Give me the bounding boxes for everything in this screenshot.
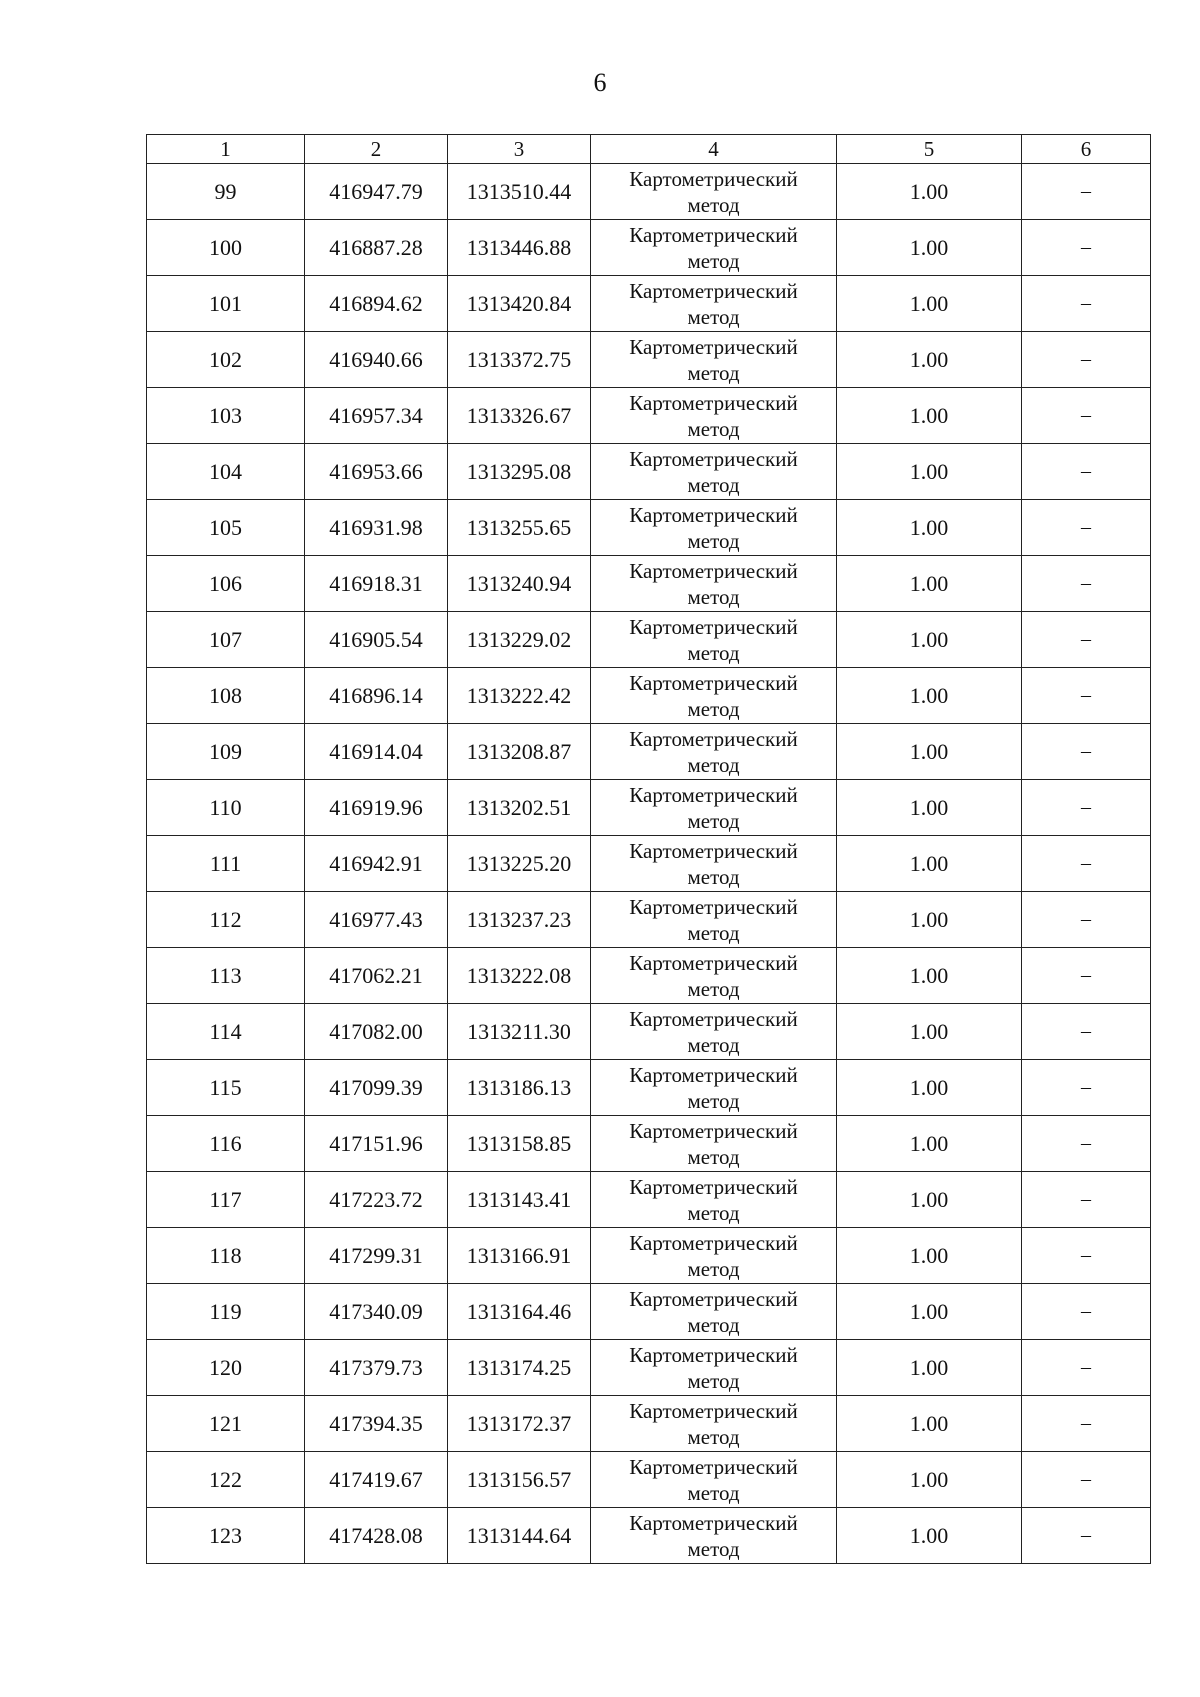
method-line-2: метод — [687, 808, 740, 833]
accuracy-cell: 1.00 — [837, 948, 1022, 1004]
point-number-cell: 119 — [147, 1284, 305, 1340]
column-header-1: 1 — [147, 135, 305, 164]
description-cell: – — [1022, 836, 1151, 892]
y-coordinate-cell: 1313186.13 — [448, 1060, 591, 1116]
x-coordinate-cell: 416977.43 — [305, 892, 448, 948]
table-row — [147, 1284, 1151, 1340]
method-line-2: метод — [687, 528, 740, 553]
accuracy-cell: 1.00 — [837, 332, 1022, 388]
accuracy-cell: 1.00 — [837, 836, 1022, 892]
method-line-1: Картометрический — [629, 558, 798, 583]
method-cell — [591, 948, 837, 1004]
page-number: 6 — [593, 68, 607, 97]
y-coordinate-cell: 1313172.37 — [448, 1396, 591, 1452]
accuracy-cell: 1.00 — [837, 444, 1022, 500]
accuracy-cell: 1.00 — [837, 1340, 1022, 1396]
description-cell: – — [1022, 1060, 1151, 1116]
table-row — [147, 220, 1151, 276]
method-line-2: метод — [687, 416, 740, 441]
x-coordinate-cell: 417428.08 — [305, 1508, 448, 1564]
table-row — [147, 948, 1151, 1004]
point-number-cell: 121 — [147, 1396, 305, 1452]
description-cell: – — [1022, 892, 1151, 948]
y-coordinate-cell: 1313222.08 — [448, 948, 591, 1004]
accuracy-cell: 1.00 — [837, 1116, 1022, 1172]
method-line-1: Картометрический — [629, 334, 798, 359]
method-line-1: Картометрический — [629, 1286, 798, 1311]
y-coordinate-cell: 1313510.44 — [448, 164, 591, 220]
table-row — [147, 1396, 1151, 1452]
accuracy-cell: 1.00 — [837, 1004, 1022, 1060]
point-number-cell: 101 — [147, 276, 305, 332]
x-coordinate-cell: 416953.66 — [305, 444, 448, 500]
column-header-3: 3 — [448, 135, 591, 164]
table-row — [147, 332, 1151, 388]
method-cell — [591, 668, 837, 724]
description-cell: – — [1022, 948, 1151, 1004]
point-number-cell: 99 — [147, 164, 305, 220]
y-coordinate-cell: 1313229.02 — [448, 612, 591, 668]
method-line-2: метод — [687, 1312, 740, 1337]
point-number-cell: 102 — [147, 332, 305, 388]
table-row — [147, 388, 1151, 444]
method-cell — [591, 444, 837, 500]
method-line-1: Картометрический — [629, 1398, 798, 1423]
point-number-cell: 110 — [147, 780, 305, 836]
y-coordinate-cell: 1313144.64 — [448, 1508, 591, 1564]
method-line-1: Картометрический — [629, 614, 798, 639]
table-row — [147, 612, 1151, 668]
description-cell: – — [1022, 276, 1151, 332]
x-coordinate-cell: 416905.54 — [305, 612, 448, 668]
x-coordinate-cell: 416887.28 — [305, 220, 448, 276]
method-line-1: Картометрический — [629, 1230, 798, 1255]
description-cell: – — [1022, 724, 1151, 780]
x-coordinate-cell: 417223.72 — [305, 1172, 448, 1228]
method-line-2: метод — [687, 304, 740, 329]
description-cell: – — [1022, 1340, 1151, 1396]
method-line-2: метод — [687, 472, 740, 497]
method-line-1: Картометрический — [629, 1006, 798, 1031]
method-line-2: метод — [687, 752, 740, 777]
description-cell: – — [1022, 1452, 1151, 1508]
column-header-4: 4 — [591, 135, 837, 164]
point-number-cell: 115 — [147, 1060, 305, 1116]
description-cell: – — [1022, 1396, 1151, 1452]
description-cell: – — [1022, 1172, 1151, 1228]
description-cell: – — [1022, 332, 1151, 388]
y-coordinate-cell: 1313222.42 — [448, 668, 591, 724]
method-cell — [591, 836, 837, 892]
accuracy-cell: 1.00 — [837, 388, 1022, 444]
accuracy-cell: 1.00 — [837, 220, 1022, 276]
accuracy-cell: 1.00 — [837, 892, 1022, 948]
table-row — [147, 1452, 1151, 1508]
description-cell: – — [1022, 1228, 1151, 1284]
x-coordinate-cell: 416914.04 — [305, 724, 448, 780]
accuracy-cell: 1.00 — [837, 1284, 1022, 1340]
method-cell — [591, 1004, 837, 1060]
table-row — [147, 276, 1151, 332]
accuracy-cell: 1.00 — [837, 1228, 1022, 1284]
method-line-1: Картометрический — [629, 390, 798, 415]
y-coordinate-cell: 1313225.20 — [448, 836, 591, 892]
method-cell — [591, 276, 837, 332]
method-line-2: метод — [687, 640, 740, 665]
description-cell: – — [1022, 1004, 1151, 1060]
table-row — [147, 1228, 1151, 1284]
y-coordinate-cell: 1313372.75 — [448, 332, 591, 388]
description-cell: – — [1022, 1508, 1151, 1564]
x-coordinate-cell: 416894.62 — [305, 276, 448, 332]
table-row — [147, 1340, 1151, 1396]
accuracy-cell: 1.00 — [837, 668, 1022, 724]
point-number-cell: 107 — [147, 612, 305, 668]
accuracy-cell: 1.00 — [837, 500, 1022, 556]
method-cell — [591, 164, 837, 220]
accuracy-cell: 1.00 — [837, 164, 1022, 220]
method-cell — [591, 1508, 837, 1564]
method-cell — [591, 1228, 837, 1284]
x-coordinate-cell: 416931.98 — [305, 500, 448, 556]
description-cell: – — [1022, 1284, 1151, 1340]
method-cell — [591, 556, 837, 612]
y-coordinate-cell: 1313237.23 — [448, 892, 591, 948]
x-coordinate-cell: 416896.14 — [305, 668, 448, 724]
method-line-1: Картометрический — [629, 1510, 798, 1535]
table-row — [147, 1004, 1151, 1060]
description-cell: – — [1022, 220, 1151, 276]
method-line-1: Картометрический — [629, 446, 798, 471]
method-cell — [591, 1396, 837, 1452]
point-number-cell: 123 — [147, 1508, 305, 1564]
point-number-cell: 108 — [147, 668, 305, 724]
method-line-2: метод — [687, 1032, 740, 1057]
y-coordinate-cell: 1313143.41 — [448, 1172, 591, 1228]
method-line-2: метод — [687, 360, 740, 385]
method-line-1: Картометрический — [629, 1342, 798, 1367]
y-coordinate-cell: 1313295.08 — [448, 444, 591, 500]
table-body — [147, 164, 1151, 1564]
description-cell: – — [1022, 444, 1151, 500]
method-line-2: метод — [687, 192, 740, 217]
y-coordinate-cell: 1313446.88 — [448, 220, 591, 276]
point-number-cell: 112 — [147, 892, 305, 948]
method-line-1: Картометрический — [629, 726, 798, 751]
y-coordinate-cell: 1313158.85 — [448, 1116, 591, 1172]
accuracy-cell: 1.00 — [837, 724, 1022, 780]
x-coordinate-cell: 417419.67 — [305, 1452, 448, 1508]
method-cell — [591, 220, 837, 276]
y-coordinate-cell: 1313255.65 — [448, 500, 591, 556]
header-row — [147, 135, 1151, 164]
method-line-2: метод — [687, 920, 740, 945]
method-line-2: метод — [687, 1256, 740, 1281]
table-row — [147, 780, 1151, 836]
x-coordinate-cell: 416947.79 — [305, 164, 448, 220]
method-cell — [591, 1452, 837, 1508]
method-line-2: метод — [687, 1088, 740, 1113]
method-line-2: метод — [687, 976, 740, 1001]
method-line-1: Картометрический — [629, 670, 798, 695]
x-coordinate-cell: 416940.66 — [305, 332, 448, 388]
method-line-2: метод — [687, 696, 740, 721]
x-coordinate-cell: 417099.39 — [305, 1060, 448, 1116]
point-number-cell: 114 — [147, 1004, 305, 1060]
accuracy-cell: 1.00 — [837, 1396, 1022, 1452]
x-coordinate-cell: 417299.31 — [305, 1228, 448, 1284]
point-number-cell: 103 — [147, 388, 305, 444]
method-line-2: метод — [687, 1144, 740, 1169]
point-number-cell: 113 — [147, 948, 305, 1004]
method-line-2: метод — [687, 1480, 740, 1505]
accuracy-cell: 1.00 — [837, 1452, 1022, 1508]
description-cell: – — [1022, 612, 1151, 668]
point-number-cell: 122 — [147, 1452, 305, 1508]
point-number-cell: 105 — [147, 500, 305, 556]
method-line-2: метод — [687, 1368, 740, 1393]
point-number-cell: 116 — [147, 1116, 305, 1172]
accuracy-cell: 1.00 — [837, 1060, 1022, 1116]
method-line-1: Картометрический — [629, 166, 798, 191]
y-coordinate-cell: 1313211.30 — [448, 1004, 591, 1060]
table-row — [147, 668, 1151, 724]
coordinates-table — [146, 134, 1151, 1564]
point-number-cell: 111 — [147, 836, 305, 892]
x-coordinate-cell: 417379.73 — [305, 1340, 448, 1396]
y-coordinate-cell: 1313208.87 — [448, 724, 591, 780]
description-cell: – — [1022, 164, 1151, 220]
y-coordinate-cell: 1313166.91 — [448, 1228, 591, 1284]
x-coordinate-cell: 417151.96 — [305, 1116, 448, 1172]
method-line-2: метод — [687, 1200, 740, 1225]
method-line-2: метод — [687, 248, 740, 273]
method-line-1: Картометрический — [629, 782, 798, 807]
x-coordinate-cell: 416918.31 — [305, 556, 448, 612]
table-row — [147, 1060, 1151, 1116]
point-number-cell: 100 — [147, 220, 305, 276]
point-number-cell: 120 — [147, 1340, 305, 1396]
y-coordinate-cell: 1313164.46 — [448, 1284, 591, 1340]
point-number-cell: 117 — [147, 1172, 305, 1228]
x-coordinate-cell: 417062.21 — [305, 948, 448, 1004]
method-cell — [591, 892, 837, 948]
table-row — [147, 1116, 1151, 1172]
method-line-1: Картометрический — [629, 1174, 798, 1199]
x-coordinate-cell: 416942.91 — [305, 836, 448, 892]
method-line-2: метод — [687, 864, 740, 889]
y-coordinate-cell: 1313174.25 — [448, 1340, 591, 1396]
accuracy-cell: 1.00 — [837, 1508, 1022, 1564]
method-cell — [591, 388, 837, 444]
table-header — [147, 135, 1151, 164]
method-line-1: Картометрический — [629, 1454, 798, 1479]
table-row — [147, 724, 1151, 780]
accuracy-cell: 1.00 — [837, 1172, 1022, 1228]
method-line-1: Картометрический — [629, 502, 798, 527]
point-number-cell: 106 — [147, 556, 305, 612]
description-cell: – — [1022, 668, 1151, 724]
y-coordinate-cell: 1313420.84 — [448, 276, 591, 332]
x-coordinate-cell: 416919.96 — [305, 780, 448, 836]
column-header-2: 2 — [305, 135, 448, 164]
method-line-1: Картометрический — [629, 278, 798, 303]
x-coordinate-cell: 417340.09 — [305, 1284, 448, 1340]
table-row — [147, 1172, 1151, 1228]
method-line-1: Картометрический — [629, 222, 798, 247]
method-cell — [591, 1172, 837, 1228]
x-coordinate-cell: 417394.35 — [305, 1396, 448, 1452]
method-line-2: метод — [687, 1536, 740, 1561]
table-row — [147, 164, 1151, 220]
method-cell — [591, 1060, 837, 1116]
description-cell: – — [1022, 556, 1151, 612]
y-coordinate-cell: 1313156.57 — [448, 1452, 591, 1508]
point-number-cell: 104 — [147, 444, 305, 500]
method-line-2: метод — [687, 1424, 740, 1449]
method-line-1: Картометрический — [629, 838, 798, 863]
table-row — [147, 836, 1151, 892]
y-coordinate-cell: 1313240.94 — [448, 556, 591, 612]
column-header-6: 6 — [1022, 135, 1151, 164]
point-number-cell: 118 — [147, 1228, 305, 1284]
accuracy-cell: 1.00 — [837, 276, 1022, 332]
method-cell — [591, 1340, 837, 1396]
method-line-2: метод — [687, 584, 740, 609]
method-cell — [591, 1116, 837, 1172]
accuracy-cell: 1.00 — [837, 556, 1022, 612]
description-cell: – — [1022, 1116, 1151, 1172]
y-coordinate-cell: 1313326.67 — [448, 388, 591, 444]
table-row — [147, 892, 1151, 948]
method-cell — [591, 780, 837, 836]
method-line-1: Картометрический — [629, 894, 798, 919]
table-row — [147, 500, 1151, 556]
method-cell — [591, 612, 837, 668]
column-header-5: 5 — [837, 135, 1022, 164]
x-coordinate-cell: 416957.34 — [305, 388, 448, 444]
accuracy-cell: 1.00 — [837, 612, 1022, 668]
table-row — [147, 1508, 1151, 1564]
method-cell — [591, 724, 837, 780]
description-cell: – — [1022, 388, 1151, 444]
x-coordinate-cell: 417082.00 — [305, 1004, 448, 1060]
method-line-1: Картометрический — [629, 1062, 798, 1087]
method-line-1: Картометрический — [629, 1118, 798, 1143]
method-cell — [591, 500, 837, 556]
method-cell — [591, 1284, 837, 1340]
point-number-cell: 109 — [147, 724, 305, 780]
method-line-1: Картометрический — [629, 950, 798, 975]
table-row — [147, 556, 1151, 612]
table-row — [147, 444, 1151, 500]
description-cell: – — [1022, 500, 1151, 556]
accuracy-cell: 1.00 — [837, 780, 1022, 836]
method-cell — [591, 332, 837, 388]
description-cell: – — [1022, 780, 1151, 836]
y-coordinate-cell: 1313202.51 — [448, 780, 591, 836]
